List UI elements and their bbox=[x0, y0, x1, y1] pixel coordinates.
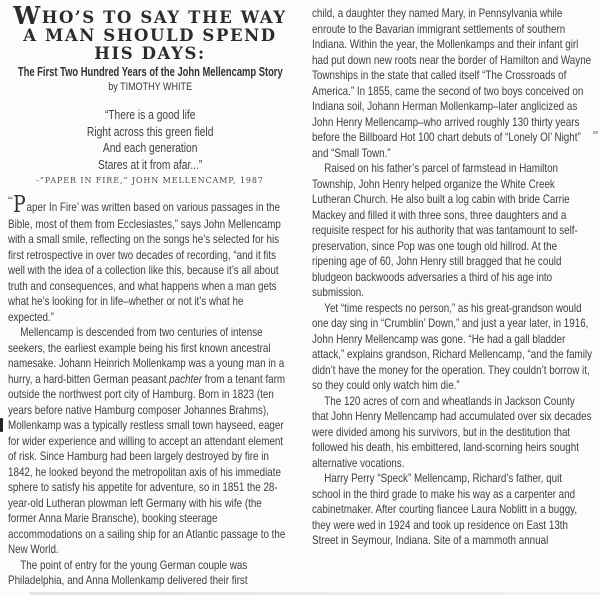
epigraph-line: Stares at it from afar...” bbox=[97, 157, 203, 172]
left-column bbox=[8, 1, 292, 589]
title-line-3: HIS DAYS: bbox=[94, 44, 206, 63]
drop-cap: P bbox=[13, 192, 26, 218]
paragraph-opening bbox=[8, 192, 292, 325]
paragraph-text: from a tenant farm outside the northwest port city of Hamburg. Born in 1823 (ten years before native Hamburg composer Johannes Brahms), Mollenkamp was a typically restless small town hayseed, eager for wider experience and willing to accept an attendant element of risk. Since Hamburg had been largely destroyed by fire in 1842, he looked beyond the metropolitan axis of his immediate sphere to satisfy his appetite for adventure, so in 1851 the 28-year-old Lutheran plowman left Germany with his wife (the former Anna Marie Bransche), booking steerage accommodations on a sailing ship for an Atlantic passage to the New World. bbox=[8, 371, 286, 556]
title-line-1-text: HO’S TO SAY THE WAY bbox=[41, 8, 287, 27]
byline-author: TIMOTHY WHITE bbox=[119, 81, 192, 93]
epigraph-line: Right across this green field bbox=[86, 124, 214, 139]
paragraph: Harry Perry “Speck” Mellencamp, Richard’s father, quit school in the third grade to make his way as a carpenter and cabinetmaker. After courting fiancee Laura Noblitt in a buggy, they were wed in 1924 and took up residence on East 13th Street in Seymour, Indiana. Site of a mammoth annual bbox=[312, 471, 578, 547]
title-line-1 bbox=[8, 1, 292, 30]
title-initial-cap: W bbox=[13, 1, 42, 30]
byline-prefix: by bbox=[108, 81, 120, 93]
paragraph: The 120 acres of corn and wheatlands in Jackson County that John Henry Mellencamp had accumulated over six decades were divided among his survivors, but in the destitution that followed his death, his embittered, land-scorning heirs sought alternative vocations. bbox=[312, 393, 592, 470]
epigraph-attribution: -“PAPER IN FIRE,” JOHN MELLENCAMP, 1987 bbox=[36, 176, 264, 185]
italic-term: pachter bbox=[169, 371, 202, 386]
epigraph-line: And each generation bbox=[102, 141, 198, 155]
paragraph-continuation: child, a daughter they named Mary, in Pennsylvania while enroute to the Bavarian immigrant settlements of southern Indiana. Within the year, the Mollenkamps and their infant girl had put down new roots near the border of Hamilton and Wayne Townships in the state that called itself “The Crossroads of America.” In 1855, came the second of two boys conceived on Indiana soil, Johann Herman Mollenkamp–later anglicized as John Henry Mellencamp–who arrived roughly 130 thirty years before the Billboard Hot 100 chart debuts of “Lonely Ol’ Night” and “Small Town.” bbox=[312, 6, 592, 160]
paragraph: Raised on his father’s parcel of farmstead in Hamilton Township, John Henry helped organize the White Creek Lutheran Church. He also built a log cabin with bride Carrie Mackey and filled it with three sons, three daughters and a requisite respect for his authority that was tantamount to self-preservation, since Pop was one tough old hillrod. At the ripening age of 60, John Henry still bragged that he could bludgeon backwoods adversaries a third of his age into submission. bbox=[312, 161, 578, 299]
article-subtitle: The First Two Hundred Years of the John Mellencamp Story bbox=[17, 65, 283, 79]
paragraph-text: Mellencamp is descended from two centuries of intense seekers, the earliest example being his first known ancestral namesake. Johann Heinrich Mollenkamp was a young man in a hurry, a hard-bitten German peasant bbox=[8, 325, 285, 386]
right-column bbox=[312, 6, 593, 549]
paragraph bbox=[8, 325, 292, 558]
left-column-body bbox=[8, 192, 292, 589]
article-title bbox=[8, 1, 292, 63]
epigraph-line: “There is a good life bbox=[104, 108, 196, 122]
scan-edge-artifact bbox=[593, 131, 598, 134]
title-line-2: A MAN SHOULD SPEND bbox=[23, 26, 277, 45]
paragraph: The point of entry for the young German couple was Philadelphia, and Anna Mollenkamp delivered their first bbox=[8, 557, 248, 587]
paragraph: Yet “time respects no person,” as his great-grandson would one day sing in “Crumblin’ Down,” and just a year later, in 1916, John Henry Mellencamp was gone. “He had a gall bladder attack,” explains grandson, Richard Mellencamp, “and the family didn’t have the money for the operation. They couldn’t borrow it, so they could only watch him die.” bbox=[312, 300, 593, 392]
opening-quote-marks: “‘ bbox=[8, 195, 14, 207]
byline bbox=[8, 81, 292, 93]
scan-edge-artifact bbox=[0, 418, 3, 432]
paragraph-text: aper In Fire’ was written based on various passages in the Bible, most of them from Ecclesiastes,” says John Mellencamp with a small smile, reflecting on the songs he’s selected for his first retrospective in over two decades of recording, “and it fits well with the idea of a collection like this, because it’s all about truth and consequences, and what happens when a man gets what he’s looking for in life–whether or not it’s what he expected.” bbox=[8, 200, 281, 324]
epigraph bbox=[8, 107, 292, 185]
